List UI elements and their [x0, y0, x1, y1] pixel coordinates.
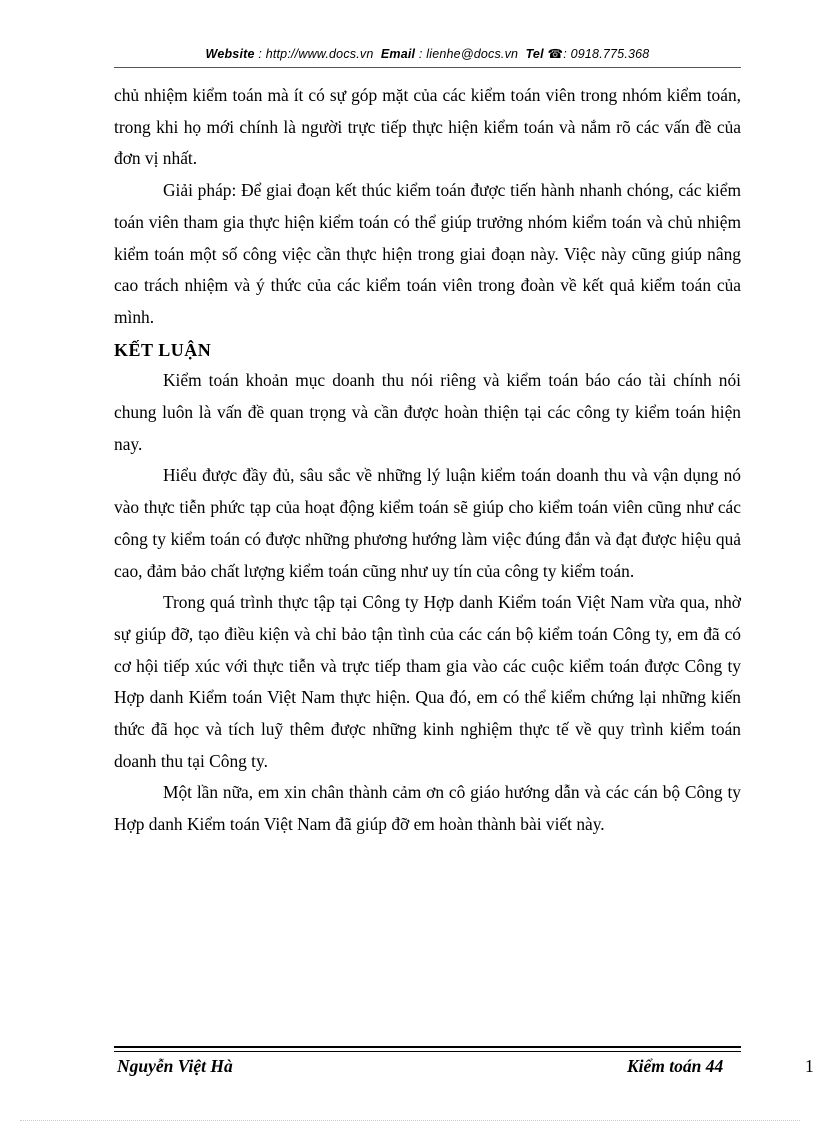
- body-paragraph: Giải pháp: Để giai đoạn kết thúc kiểm toán được tiến hành nhanh chóng, các kiểm toán viên tham gia thực hiện kiểm toán có thể giúp trưởng nhóm kiểm toán và chủ nhiệm kiểm toán một số công việc cần thực hiện trong giai đoạn này. Việc này cũng giúp nâng cao trách nhiệm và ý thức của các kiểm toán viên trong đoàn về kết quả kiểm toán của mình.: [114, 180, 741, 327]
- body-paragraph: Một lần nữa, em xin chân thành cảm ơn cô giáo hướng dẫn và các cán bộ Công ty Hợp danh Kiểm toán Việt Nam đã giúp đỡ em hoàn thành bài viết này.: [114, 782, 741, 835]
- page-bottom-divider: [20, 1120, 800, 1121]
- footer-rule-thin: [114, 1051, 741, 1052]
- footer-rule-thick: [114, 1046, 741, 1048]
- body-paragraph: Trong quá trình thực tập tại Công ty Hợp danh Kiểm toán Việt Nam vừa qua, nhờ sự giúp đỡ, tạo điều kiện và chỉ bảo tận tình của các cán bộ kiểm toán Công ty, em đã có cơ hội tiếp xúc với thực tiễn và trực tiếp tham gia vào các cuộc kiểm toán được Công ty Hợp danh Kiểm toán Việt Nam thực hiện. Qua đó, em có thể kiểm chứng lại những kiến thức đã học và tích luỹ thêm được những kinh nghiệm thực tế về quy trình kiểm toán doanh thu tại Công ty.: [114, 592, 741, 771]
- website-value: : http://www.docs.vn: [258, 47, 374, 61]
- page-number: 1: [805, 1056, 814, 1076]
- email-value: : lienhe@docs.vn: [418, 47, 519, 61]
- phone-icon: ☎: [547, 47, 564, 61]
- tel-value: : 0918.775.368: [563, 47, 650, 61]
- footer-class-name: Kiểm toán 44: [627, 1056, 724, 1076]
- body-paragraph: Hiểu được đầy đủ, sâu sắc về những lý luận kiểm toán doanh thu và vận dụng nó vào thực tiễn phức tạp của hoạt động kiểm toán sẽ giúp cho kiểm toán viên cũng như các công ty kiểm toán có được những phương hướng làm việc đúng đắn và đạt được hiệu quả cao, đảm bảo chất lượng kiểm toán cũng như uy tín của công ty kiểm toán.: [114, 465, 741, 581]
- body-paragraph: chủ nhiệm kiểm toán mà ít có sự góp mặt của các kiểm toán viên trong nhóm kiểm toán, trong khi họ mới chính là người trực tiếp thực hiện kiểm toán và nắm rõ các vấn đề của đơn vị nhất.: [114, 85, 741, 169]
- website-label: Website: [205, 47, 255, 61]
- tel-label: Tel: [525, 47, 544, 61]
- page-header: [114, 46, 741, 61]
- header-rule: [114, 67, 741, 68]
- footer-author: Nguyễn Việt Hà: [117, 1056, 233, 1076]
- document-body: [114, 80, 741, 841]
- body-paragraph: Kiểm toán khoản mục doanh thu nói riêng và kiểm toán báo cáo tài chính nói chung luôn là vấn đề quan trọng và cần được hoàn thiện tại các công ty kiểm toán hiện nay.: [114, 370, 741, 454]
- email-label: Email: [380, 47, 416, 61]
- section-heading: KẾT LUẬN: [114, 339, 212, 360]
